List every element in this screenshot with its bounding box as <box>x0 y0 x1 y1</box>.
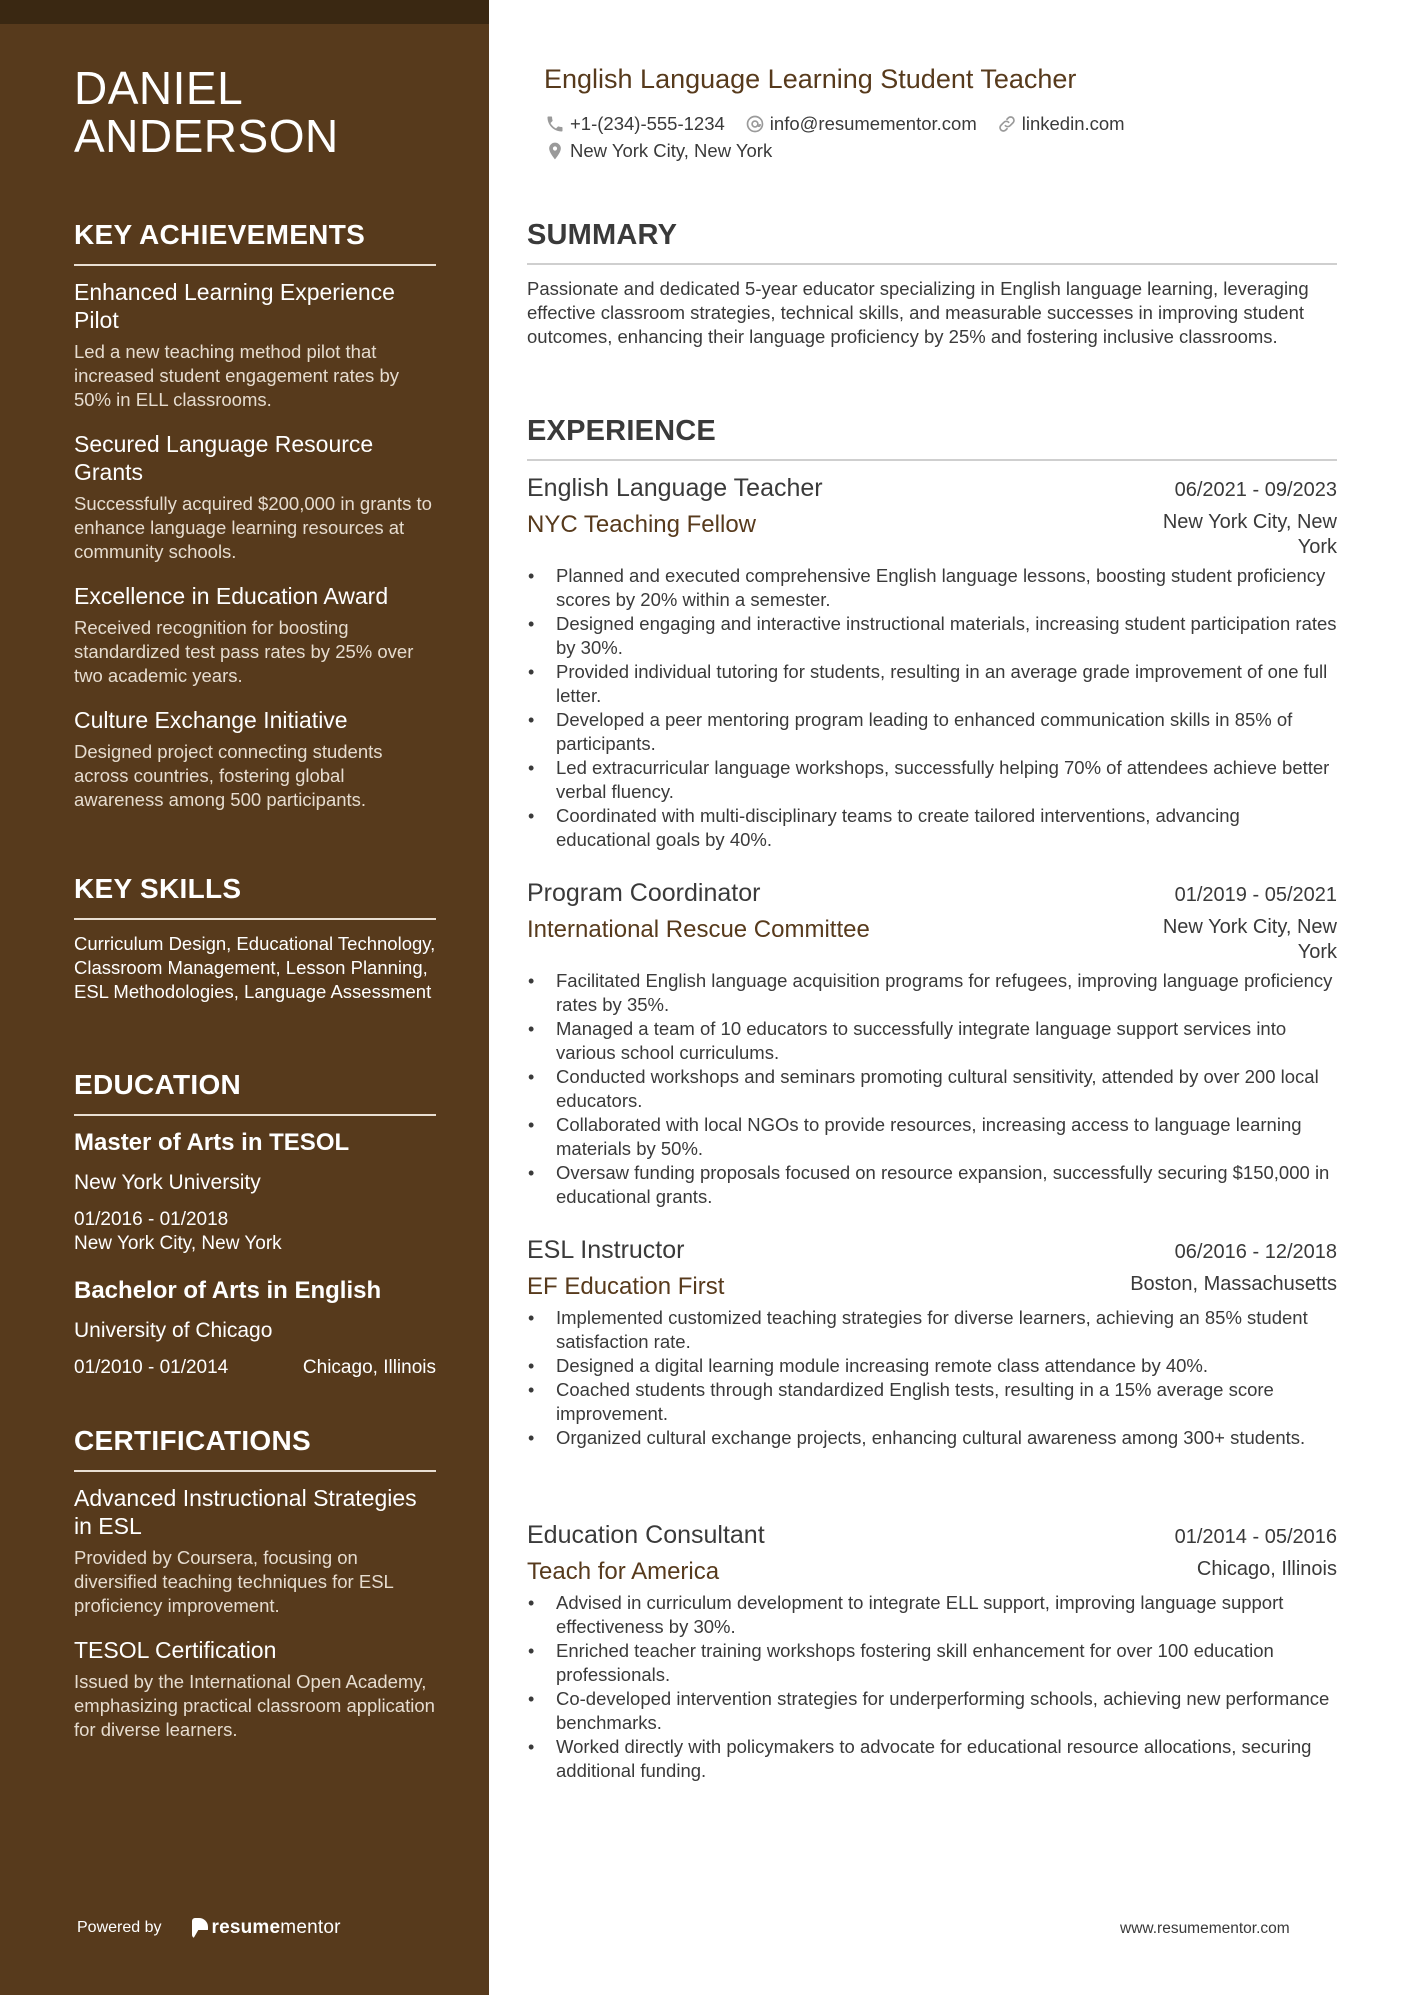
certification-desc: Issued by the International Open Academy, emphasizing practical classroom application for diverse learners. <box>74 1671 435 1740</box>
certification-item <box>74 1484 436 1618</box>
bullet-item: • Managed a team of 10 educators to successfully integrate language support services into various school curriculums. <box>527 1017 1337 1065</box>
email-text: info@resumementor.com <box>769 113 977 134</box>
education-item <box>74 1128 436 1256</box>
bullet-item: • Facilitated English language acquisition programs for refugees, improving language proficiency rates by 35%. <box>527 969 1337 1017</box>
achievement-desc: Received recognition for boosting standardized test pass rates by 25% over two academic years. <box>74 617 414 686</box>
experience-role: Program Coordinator <box>527 879 761 907</box>
logo-text-bold: resume <box>211 1917 281 1938</box>
experience-company: NYC Teaching Fellow <box>527 511 756 538</box>
experience-heading: EXPERIENCE <box>527 414 1337 461</box>
education-heading: EDUCATION <box>74 1068 436 1116</box>
experience-bullets <box>527 1306 1337 1450</box>
experience-company: International Rescue Committee <box>527 916 870 943</box>
experience-item <box>527 1519 1337 1783</box>
certifications-heading: CERTIFICATIONS <box>74 1424 436 1472</box>
location-text: New York City, New York <box>570 140 773 161</box>
experience-company: EF Education First <box>527 1273 725 1300</box>
target-job-title: English Language Learning Student Teacher <box>544 64 1077 94</box>
bullet-item: • Conducted workshops and seminars promoting cultural sensitivity, attended by over 200 local educators. <box>527 1065 1337 1113</box>
resumementor-logo[interactable] <box>192 1917 341 1939</box>
link-icon <box>997 114 1017 134</box>
summary-heading: SUMMARY <box>527 218 1337 265</box>
summary-text: Passionate and dedicated 5-year educator specializing in English language learning, leveraging effective classroom strategies, technical skills, and measurable successes in improving student outcomes, enhancing their language proficiency by 25% and fostering inclusive classrooms. <box>527 278 1309 347</box>
experience-location: Chicago, Illinois <box>1196 1558 1337 1580</box>
bullet-item: • Enriched teacher training workshops fostering skill enhancement for over 100 education professionals. <box>527 1639 1337 1687</box>
experience-dates: 01/2019 - 05/2021 <box>1174 884 1337 906</box>
achievement-title: Excellence in Education Award <box>74 583 389 609</box>
education-section <box>74 1068 436 1380</box>
experience-item <box>527 877 1337 1209</box>
bullet-item: • Provided individual tutoring for students, resulting in an average grade improvement of one full letter. <box>527 660 1337 708</box>
experience-bullets <box>527 564 1337 852</box>
achievement-title: Secured Language Resource Grants <box>74 431 374 485</box>
education-location: New York City, New York <box>74 1233 282 1254</box>
contact-phone[interactable] <box>545 113 725 135</box>
contact-email[interactable] <box>745 113 977 135</box>
bullet-item: • Advised in curriculum development to integrate ELL support, improving language support effectiveness by 30%. <box>527 1591 1337 1639</box>
experience-item <box>527 472 1337 852</box>
certification-title: Advanced Instructional Strategies in ESL <box>74 1485 417 1539</box>
powered-by-label: Powered by <box>77 1919 162 1936</box>
contact-location <box>545 140 772 162</box>
bullet-item: • Oversaw funding proposals focused on resource expansion, successfully securing $150,000 in educational grants. <box>527 1161 1337 1209</box>
experience-dates: 06/2016 - 12/2018 <box>1174 1241 1337 1263</box>
skills-list: Curriculum Design, Educational Technology, Classroom Management, Lesson Planning, ESL Methodologies, Language Assessment <box>74 933 436 1002</box>
experience-role: English Language Teacher <box>527 474 823 502</box>
footer-website-link[interactable]: www.resumementor.com <box>1120 1920 1290 1937</box>
resumementor-logo-icon <box>192 1918 208 1938</box>
bullet-item: • Coordinated with multi-disciplinary teams to create tailored interventions, advancing educational goals by 40%. <box>527 804 1337 852</box>
bullet-item: • Developed a peer mentoring program leading to enhanced communication skills in 85% of participants. <box>527 708 1337 756</box>
bullet-item: • Planned and executed comprehensive English language lessons, boosting student proficiency scores by 20% within a semester. <box>527 564 1337 612</box>
linkedin-text: linkedin.com <box>1021 113 1125 134</box>
achievement-item <box>74 706 436 812</box>
main-content <box>527 0 1337 1995</box>
experience-dates: 01/2014 - 05/2016 <box>1174 1526 1337 1548</box>
achievement-title: Enhanced Learning Experience Pilot <box>74 279 395 333</box>
sidebar-top-strip <box>0 0 489 24</box>
bullet-item: • Collaborated with local NGOs to provide resources, increasing access to language learning materials by 50%. <box>527 1113 1337 1161</box>
bullet-item: • Coached students through standardized English tests, resulting in a 15% average score improvement. <box>527 1378 1337 1426</box>
experience-company: Teach for America <box>527 1558 720 1585</box>
achievement-item <box>74 430 436 564</box>
education-location: Chicago, Illinois <box>302 1357 436 1378</box>
experience-location: New York City, New York <box>1162 511 1337 558</box>
education-dates: 01/2010 - 01/2014 <box>74 1357 229 1378</box>
certification-title: TESOL Certification <box>74 1637 277 1663</box>
certification-item <box>74 1636 436 1742</box>
experience-item <box>527 1234 1337 1450</box>
achievement-desc: Designed project connecting students across countries, fostering global awareness among 500 participants. <box>74 741 383 810</box>
education-school: New York University <box>74 1171 261 1194</box>
education-dates: 01/2016 - 01/2018 <box>74 1209 229 1230</box>
achievement-title: Culture Exchange Initiative <box>74 707 348 733</box>
achievement-desc: Led a new teaching method pilot that increased student engagement rates by 50% in ELL classrooms. <box>74 341 399 410</box>
experience-bullets <box>527 1591 1337 1783</box>
experience-location: Boston, Massachusetts <box>1130 1273 1337 1295</box>
contact-row <box>545 113 1145 135</box>
bullet-item: • Organized cultural exchange projects, enhancing cultural awareness among 300+ students. <box>527 1426 1337 1450</box>
experience-dates: 06/2021 - 09/2023 <box>1174 479 1337 501</box>
skills-section <box>74 872 436 1004</box>
at-icon <box>745 114 765 134</box>
experience-location: New York City, New York <box>1162 916 1337 963</box>
phone-icon <box>545 114 565 134</box>
education-meta-row <box>74 1356 436 1380</box>
experience-role: ESL Instructor <box>527 1236 685 1264</box>
achievement-item <box>74 582 436 688</box>
bullet-item: • Worked directly with policymakers to advocate for educational resource allocations, securing additional funding. <box>527 1735 1337 1783</box>
bullet-item: • Designed a digital learning module increasing remote class attendance by 40%. <box>527 1354 1337 1378</box>
achievements-section <box>74 218 436 830</box>
experience-role: Education Consultant <box>527 1521 765 1549</box>
contact-row-location <box>545 140 792 162</box>
achievement-desc: Successfully acquired $200,000 in grants to enhance language learning resources at community schools. <box>74 493 432 562</box>
summary-section <box>527 218 1337 349</box>
experience-bullets <box>527 969 1337 1209</box>
logo-text-light: mentor <box>280 1917 341 1938</box>
certification-desc: Provided by Coursera, focusing on diversified teaching techniques for ESL proficiency improvement. <box>74 1547 394 1616</box>
bullet-item: • Implemented customized teaching strategies for diverse learners, achieving an 85% student satisfaction rate. <box>527 1306 1337 1354</box>
bullet-item: • Co-developed intervention strategies for underperforming schools, achieving new performance benchmarks. <box>527 1687 1337 1735</box>
phone-text: +1-(234)-555-1234 <box>570 113 725 134</box>
achievements-heading: KEY ACHIEVEMENTS <box>74 218 436 266</box>
location-pin-icon <box>545 141 565 161</box>
education-school: University of Chicago <box>74 1319 273 1342</box>
powered-by <box>77 1917 341 1939</box>
bullet-item: • Led extracurricular language workshops, successfully helping 70% of attendees achieve better verbal fluency. <box>527 756 1337 804</box>
education-degree: Master of Arts in TESOL <box>74 1129 350 1156</box>
skills-heading: KEY SKILLS <box>74 872 436 920</box>
education-item <box>74 1276 436 1380</box>
bullet-item: • Designed engaging and interactive instructional materials, increasing student participation rates by 30%. <box>527 612 1337 660</box>
certifications-section <box>74 1424 436 1760</box>
experience-section <box>527 414 1337 461</box>
achievement-item <box>74 278 436 412</box>
contact-linkedin[interactable] <box>997 113 1125 135</box>
education-degree: Bachelor of Arts in English <box>74 1277 382 1304</box>
candidate-name: DANIEL ANDERSON <box>74 62 339 162</box>
sidebar <box>0 0 489 1995</box>
